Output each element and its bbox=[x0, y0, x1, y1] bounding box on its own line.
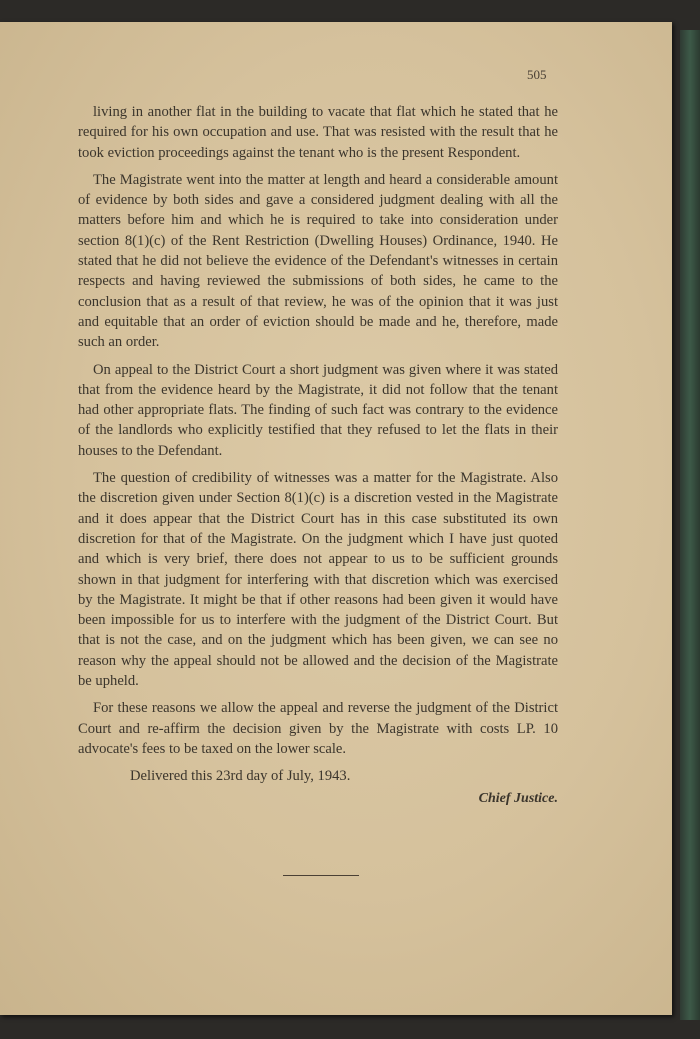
paragraph: On appeal to the District Court a short judgment was given where it was stated that from the evidence heard by the Magistrate, it did not follow that the tenant had other appropriate flats. The finding of such fact was contrary to the evidence of the landlords who explicitly testified that they refused to let the flats in their houses to the Defendant. bbox=[78, 361, 558, 459]
delivered-line: Delivered this 23rd day of July, 1943. bbox=[130, 768, 351, 785]
paragraph: The Magistrate went into the matter at length and heard a considerable amount of evidence by both sides and gave a considered judgment dealing with all the matters before him and which he is required to take into consideration under section 8(1)(c) of the Rent Restriction (Dwelling Houses) Ordinance, 1940. He stated that he did not believe the evidence of the Defendant's witnesses in certain respects and having reviewed the submissions of both sides, he came to the conclusion that as a result of that review, he was of the opinion that it was just and equitable that an order of eviction should be made and he, therefore, made such an order. bbox=[78, 171, 558, 351]
page-number: 505 bbox=[527, 67, 547, 82]
paragraph: For these reasons we allow the appeal and reverse the judgment of the District Court and re-affirm the decision given by the Magistrate with costs LP. 10 advocate's fees to be taxed on the lower scale. bbox=[78, 700, 558, 757]
book-spine bbox=[680, 30, 700, 1020]
paragraph: The question of credibility of witnesses was a matter for the Magistrate. Also the discretion given under Section 8(1)(c) is a discretion vested in the Magistrate and it does appear that the District Court has in this case substituted its own discretion for that of the Magistrate. On the judgment which I have just quoted and which is very brief, there does not appear to us to be sufficient grounds shown in that judgment for interfering with that discretion which was exercised by the Magistrate. It might be that if other reasons had been given it would have been impossible for us to interfere with the judgment of the District Court. But that is not the case, and on the judgment which has been given, we can see no reason why the appeal should not be allowed and the decision of the Magistrate be upheld. bbox=[78, 470, 558, 690]
paragraph: living in another flat in the building to vacate that flat which he stated that he required for his own occupation and use. That was resisted with the result that he took eviction proceedings against the tenant who is the present Respondent. bbox=[78, 104, 558, 161]
judgment-text bbox=[78, 102, 558, 816]
signature: Chief Justice. bbox=[478, 790, 558, 806]
book-page bbox=[0, 22, 672, 1015]
closing-rule bbox=[283, 875, 359, 876]
